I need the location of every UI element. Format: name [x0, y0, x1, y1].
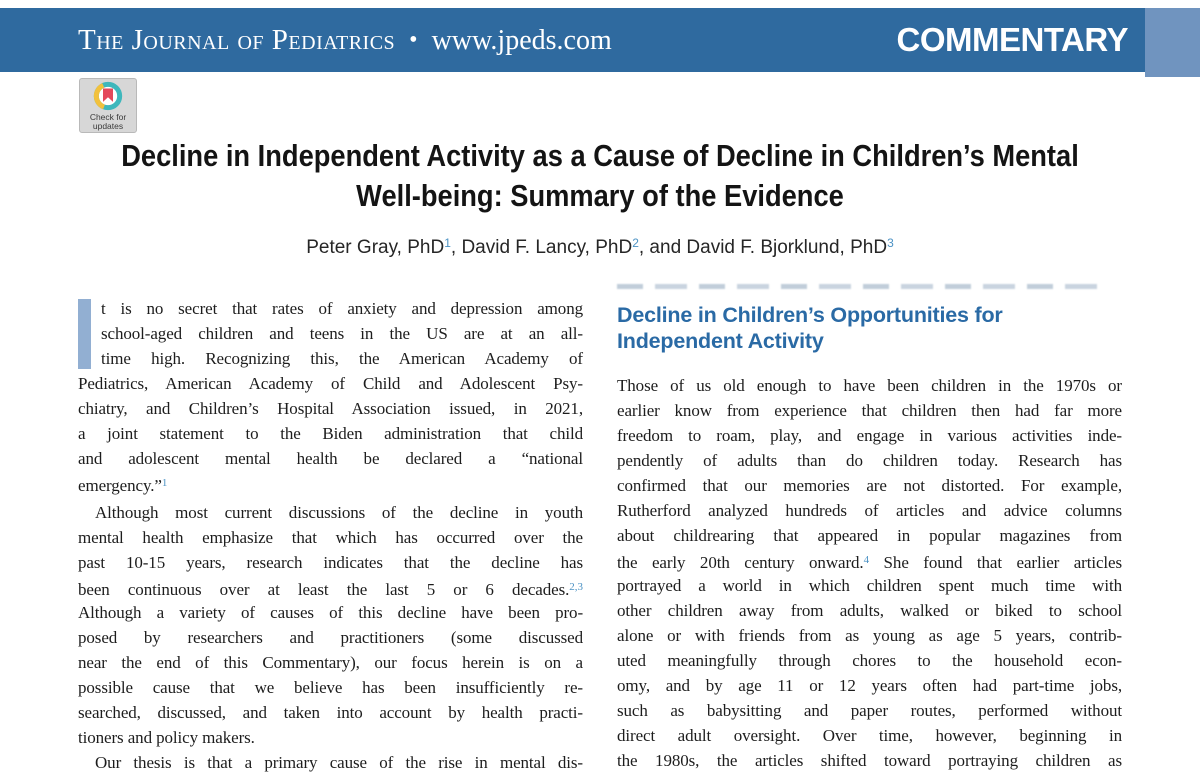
crossmark-badge[interactable] [79, 78, 137, 133]
text-line: possible cause that we believe has been insufficiently re- [78, 678, 583, 697]
text-line: Although a variety of causes of this decline have been pro- [78, 603, 583, 622]
crossmark-icon [93, 81, 123, 111]
text-line: Although most current discussions of the decline in youth [95, 503, 583, 522]
text-line: the early 20th century onward.$^4$ She found that earlier articles [617, 553, 1122, 572]
paragraph-lines [617, 373, 1122, 773]
text-line: alone or with friends from as young as age 5 years, contrib- [617, 626, 1122, 645]
text-line: Independent Activity [617, 329, 824, 353]
text-line: mental health emphasize that which has occurred over the [78, 528, 583, 547]
journal-title: The Journal of Pediatrics [78, 24, 396, 56]
author-name: David F. Lancy, PhD [461, 237, 633, 258]
text-line: school-aged children and teens in the US are at an all- [101, 324, 583, 343]
section-label: COMMENTARY [896, 21, 1128, 58]
text-line: and adolescent mental health be declared a “national [78, 449, 583, 468]
affiliation-ref: 3 [887, 236, 894, 250]
badge-label-line2: updates [92, 121, 124, 131]
text-line: Those of us old enough to have been children in the 1970s or [617, 376, 1122, 395]
bullet-separator: • [409, 27, 418, 53]
paragraph-lines [78, 500, 583, 750]
text-line: tioners and policy makers. [78, 728, 255, 747]
citation-ref[interactable]: 1 [161, 477, 168, 489]
text-line: been continuous over at least the last 5 or 6 decades.$^{2,3}$ [78, 580, 583, 599]
text-line: a joint statement to the Biden administration that child [78, 424, 583, 443]
text-line: freedom to roam, play, and engage in various activities inde- [617, 426, 1122, 445]
paragraph-lines [78, 750, 583, 775]
clipped-line-artifact [617, 284, 1102, 289]
section-paragraph [617, 373, 1122, 773]
text-line: omy, and by age 11 or 12 years often had part-time jobs, [617, 676, 1122, 695]
author-separator: , and [638, 237, 687, 258]
text-line: posed by researchers and practitioners (some discussed [78, 628, 583, 647]
text-line: searched, discussed, and taken into account by health practi- [78, 703, 583, 722]
badge-label-line1: Check for [89, 112, 127, 122]
text-line: emergency.”$^1$ [78, 476, 168, 495]
badge-label [90, 113, 126, 131]
text-line: past 10-15 years, research indicates that the decline has [78, 553, 583, 572]
accent-block [1145, 8, 1200, 77]
text-line: confirmed that our memories are not distorted. For example, [617, 476, 1122, 495]
article-title [0, 136, 1200, 216]
affiliation-ref: 1 [444, 236, 451, 250]
text-line: near the end of this Commentary), our focus herein is on a [78, 653, 583, 672]
affiliation-ref: 2 [632, 236, 639, 250]
text-line: earlier know from experience that children then had far more [617, 401, 1122, 420]
text-line: t is no secret that rates of anxiety and depression among [101, 299, 583, 318]
text-line: Decline in Children’s Opportunities for [617, 303, 1003, 327]
left-column [78, 296, 583, 775]
text-line: other children away from adults, walked or biked to school [617, 601, 1122, 620]
section-heading [617, 302, 1122, 354]
clipped-paragraph [78, 750, 583, 775]
author-name: David F. Bjorklund, PhD [686, 237, 888, 258]
citation-ref[interactable]: 4 [863, 554, 870, 566]
heading-lines [617, 302, 1122, 354]
drop-cap [78, 299, 91, 369]
text-line: Rutherford analyzed hundreds of articles and advice columns [617, 501, 1122, 520]
text-line: pendently of adults than do children today. Research has [617, 451, 1122, 470]
paragraph-lines [78, 296, 583, 496]
text-line: direct adult oversight. Over time, however, beginning in [617, 726, 1122, 745]
right-column [617, 284, 1122, 773]
author-name: Peter Gray, PhD [306, 237, 445, 258]
opening-paragraph [78, 296, 583, 496]
text-line: portrayed a world in which children spent much time with [617, 576, 1122, 595]
article-title-line2: Well-being: Summary of the Evidence [356, 178, 844, 213]
citation-ref[interactable]: 2,3 [569, 581, 583, 593]
header-bar [0, 8, 1200, 72]
author-separator: , [450, 237, 462, 258]
authors-line [0, 236, 1200, 259]
text-line: time high. Recognizing this, the American Academy of [101, 349, 583, 368]
text-line: about childrearing that appeared in popular magazines from [617, 526, 1122, 545]
text-line: Pediatrics, American Academy of Child and Adolescent Psy- [78, 374, 583, 393]
article-title-line1: Decline in Independent Activity as a Cause of Decline in Children’s Mental [121, 138, 1079, 173]
journal-url-link[interactable]: www.jpeds.com [431, 25, 612, 56]
text-line: Our thesis is that a primary cause of the rise in mental dis- [95, 753, 583, 772]
second-paragraph [78, 500, 583, 750]
text-line: chiatry, and Children’s Hospital Association issued, in 2021, [78, 399, 583, 418]
text-line: the 1980s, the articles shifted toward portraying children as [617, 751, 1122, 770]
text-line: such as babysitting and paper routes, performed without [617, 701, 1122, 720]
text-line: uted meaningfully through chores to the household econ- [617, 651, 1122, 670]
